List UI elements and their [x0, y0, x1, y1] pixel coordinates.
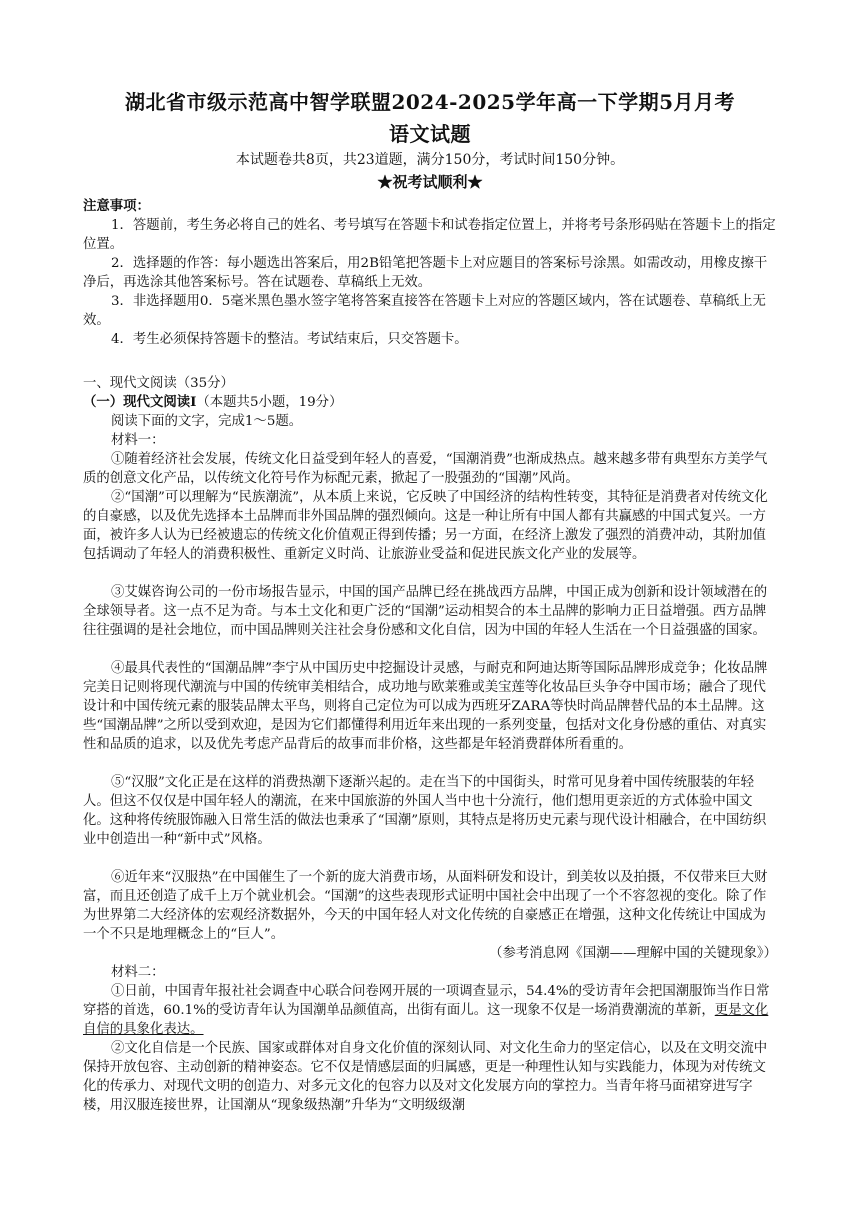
material1-label: 材料一：	[111, 433, 165, 448]
notice-item: 4．考生必须保持答题卡的整洁。考试结束后，只交答题卡。	[111, 332, 468, 347]
exam-subject-title: 语文试题	[389, 122, 471, 146]
material2-text: ①日前，中国青年报社社会调查中心联合问卷网开展的一项调查显示，54.4%的受访青年会把国潮服饰当作日常穿搭的首选，60.1%的受访青年认为国潮单品颜值高，出街有面儿。这一现象不仅是一场消费潮流的革新，	[83, 984, 770, 1018]
reading-instruction: 阅读下面的文字，完成1～5题。	[111, 414, 303, 429]
material1-source: （参考消息网《国潮——理解中国的关键现象》）	[489, 946, 777, 961]
subsection-note: （本题共5小题，19分）	[196, 395, 343, 410]
section-heading: 一、现代文阅读（35分）	[83, 376, 234, 391]
exam-info: 本试题卷共8页，共23道题，满分150分，考试时间150分钟。	[235, 152, 625, 168]
material1-paragraph: ④最具代表性的“国潮品牌”李宁从中国历史中挖掘设计灵感，与耐克和阿迪达斯等国际品牌形成竞争；化妆品牌完美日记则将现代潮流与中国的传统审美相结合，成功地与欧莱雅或美宝莲等化妆品巨头争夺中国市场；融合了现代设计和中国传统元素的服装品牌太平鸟，则将自己定位为可以成为西班牙ZARA等快时尚品牌替代品的本土品牌。这些“国潮品牌”之所以受到欢迎，是因为它们都懂得利用近年来出现的一系列变量，包括对文化身份感的重估、对真实性和品质的追求，以及优先考虑产品背后的故事而非价格，这些都是年轻消费群体所看重的。	[83, 661, 768, 752]
material2-label: 材料二：	[111, 965, 165, 980]
material2-paragraph: ②文化自信是一个民族、国家或群体对自身文化价值的深刻认同、对文化生命力的坚定信心，以及在文明交流中保持开放包容、主动创新的精神姿态。它不仅是情感层面的归属感，更是一种理性认知与实践能力，体现为对传统文化的传承力、对现代文明的创造力、对多元文化的包容力以及对文化发展方向的掌控力。当青年将马面裙穿进写字楼，用汉服连接世界，让国潮从“现象级热潮”升华为“文明级级潮	[83, 1041, 768, 1113]
notice-item: 3．非选择题用0．5毫米黑色墨水签字笔将答案直接答在答题卡上对应的答题区域内，答在试题卷、草稿纸上无效。	[83, 294, 766, 328]
notice-heading: 注意事项：	[83, 198, 150, 214]
material1-paragraph: ②“国潮”可以理解为“民族潮流”，从本质上来说，它反映了中国经济的结构性转变，其特征是消费者对传统文化的自豪感，以及优先选择本土品牌而非外国品牌的强烈倾向。这是一种让所有中国人都有共赢感的中国式复兴。一方面，被许多人认为已经被遗忘的传统文化价值观正得到传播；另一方面，在经济上激发了强烈的消费冲动，其附加值包括调动了年轻人的消费积极性、重新定义时尚、让旅游业受益和促进民族文化产业的发展等。	[83, 490, 768, 562]
exam-title: 湖北省市级示范高中智学联盟2024-2025学年高一下学期5月月考	[124, 90, 736, 114]
notice-item: 1．答题前，考生务必将自己的姓名、考号填写在答题卡和试卷指定位置上，并将考号条形码贴在答题卡上的指定位置。	[83, 218, 776, 252]
subsection-heading	[83, 393, 777, 412]
notice-item: 2．选择题的作答：每小题选出答案后，用2B铅笔把答题卡上对应题目的答案标号涂黑。如需改动，用橡皮擦干净后，再选涂其他答案标号。答在试题卷、草稿纸上无效。	[83, 256, 768, 290]
material1-paragraph: ①随着经济社会发展，传统文化日益受到年轻人的喜爱，“国潮消费”也渐成热点。越来越多带有典型东方美学气质的创意文化产品，以传统文化符号作为标配元素，掀起了一股强劲的“国潮”风尚。	[83, 452, 768, 486]
material1-paragraph: ⑤“汉服”文化正是在这样的消费热潮下逐渐兴起的。走在当下的中国街头，时常可见身着中国传统服装的年轻人。但这不仅仅是中国年轻人的潮流，在来中国旅游的外国人当中也十分流行，他们想用更亲近的方式体验中国文化。这种将传统服饰融入日常生活的做法也秉承了“国潮”原则，其特点是将历史元素与现代设计相融合，在中国纺织业中创造出一种“新中式”风格。	[83, 775, 767, 847]
underlined-sentence: 更是文化自信的具象化表达。	[83, 1003, 769, 1037]
material1-paragraph: ③艾媒咨询公司的一份市场报告显示，中国的国产品牌已经在挑战西方品牌，中国正成为创新和设计领域潜在的全球领导者。这一点不足为奇。与本土文化和更广泛的“国潮”运动相契合的本土品牌的影响力正日益增强。西方品牌往往强调的是社会地位，而中国品牌则关注社会身份感和文化自信，因为中国的年轻人生活在一个日益强盛的国家。	[83, 585, 768, 638]
material2-paragraph	[83, 982, 777, 1039]
subsection-title: （一）现代文阅读Ⅰ	[83, 394, 197, 410]
material1-paragraph: ⑥近年来“汉服热”在中国催生了一个新的庞大消费市场，从面料研发和设计，到美妆以及拍摄，不仅带来巨大财富，而且还创造了成千上万个就业机会。“国潮”的这些表现形式证明中国社会中出现了一个不容忽视的变化。除了作为世界第二大经济体的宏观经济数据外，今天的中国年轻人对文化传统的自豪感正在增强，这种文化传统让中国成为一个不只是地理概念上的“巨人”。	[83, 870, 768, 942]
blessing-line: ★祝考试顺利★	[377, 173, 483, 191]
